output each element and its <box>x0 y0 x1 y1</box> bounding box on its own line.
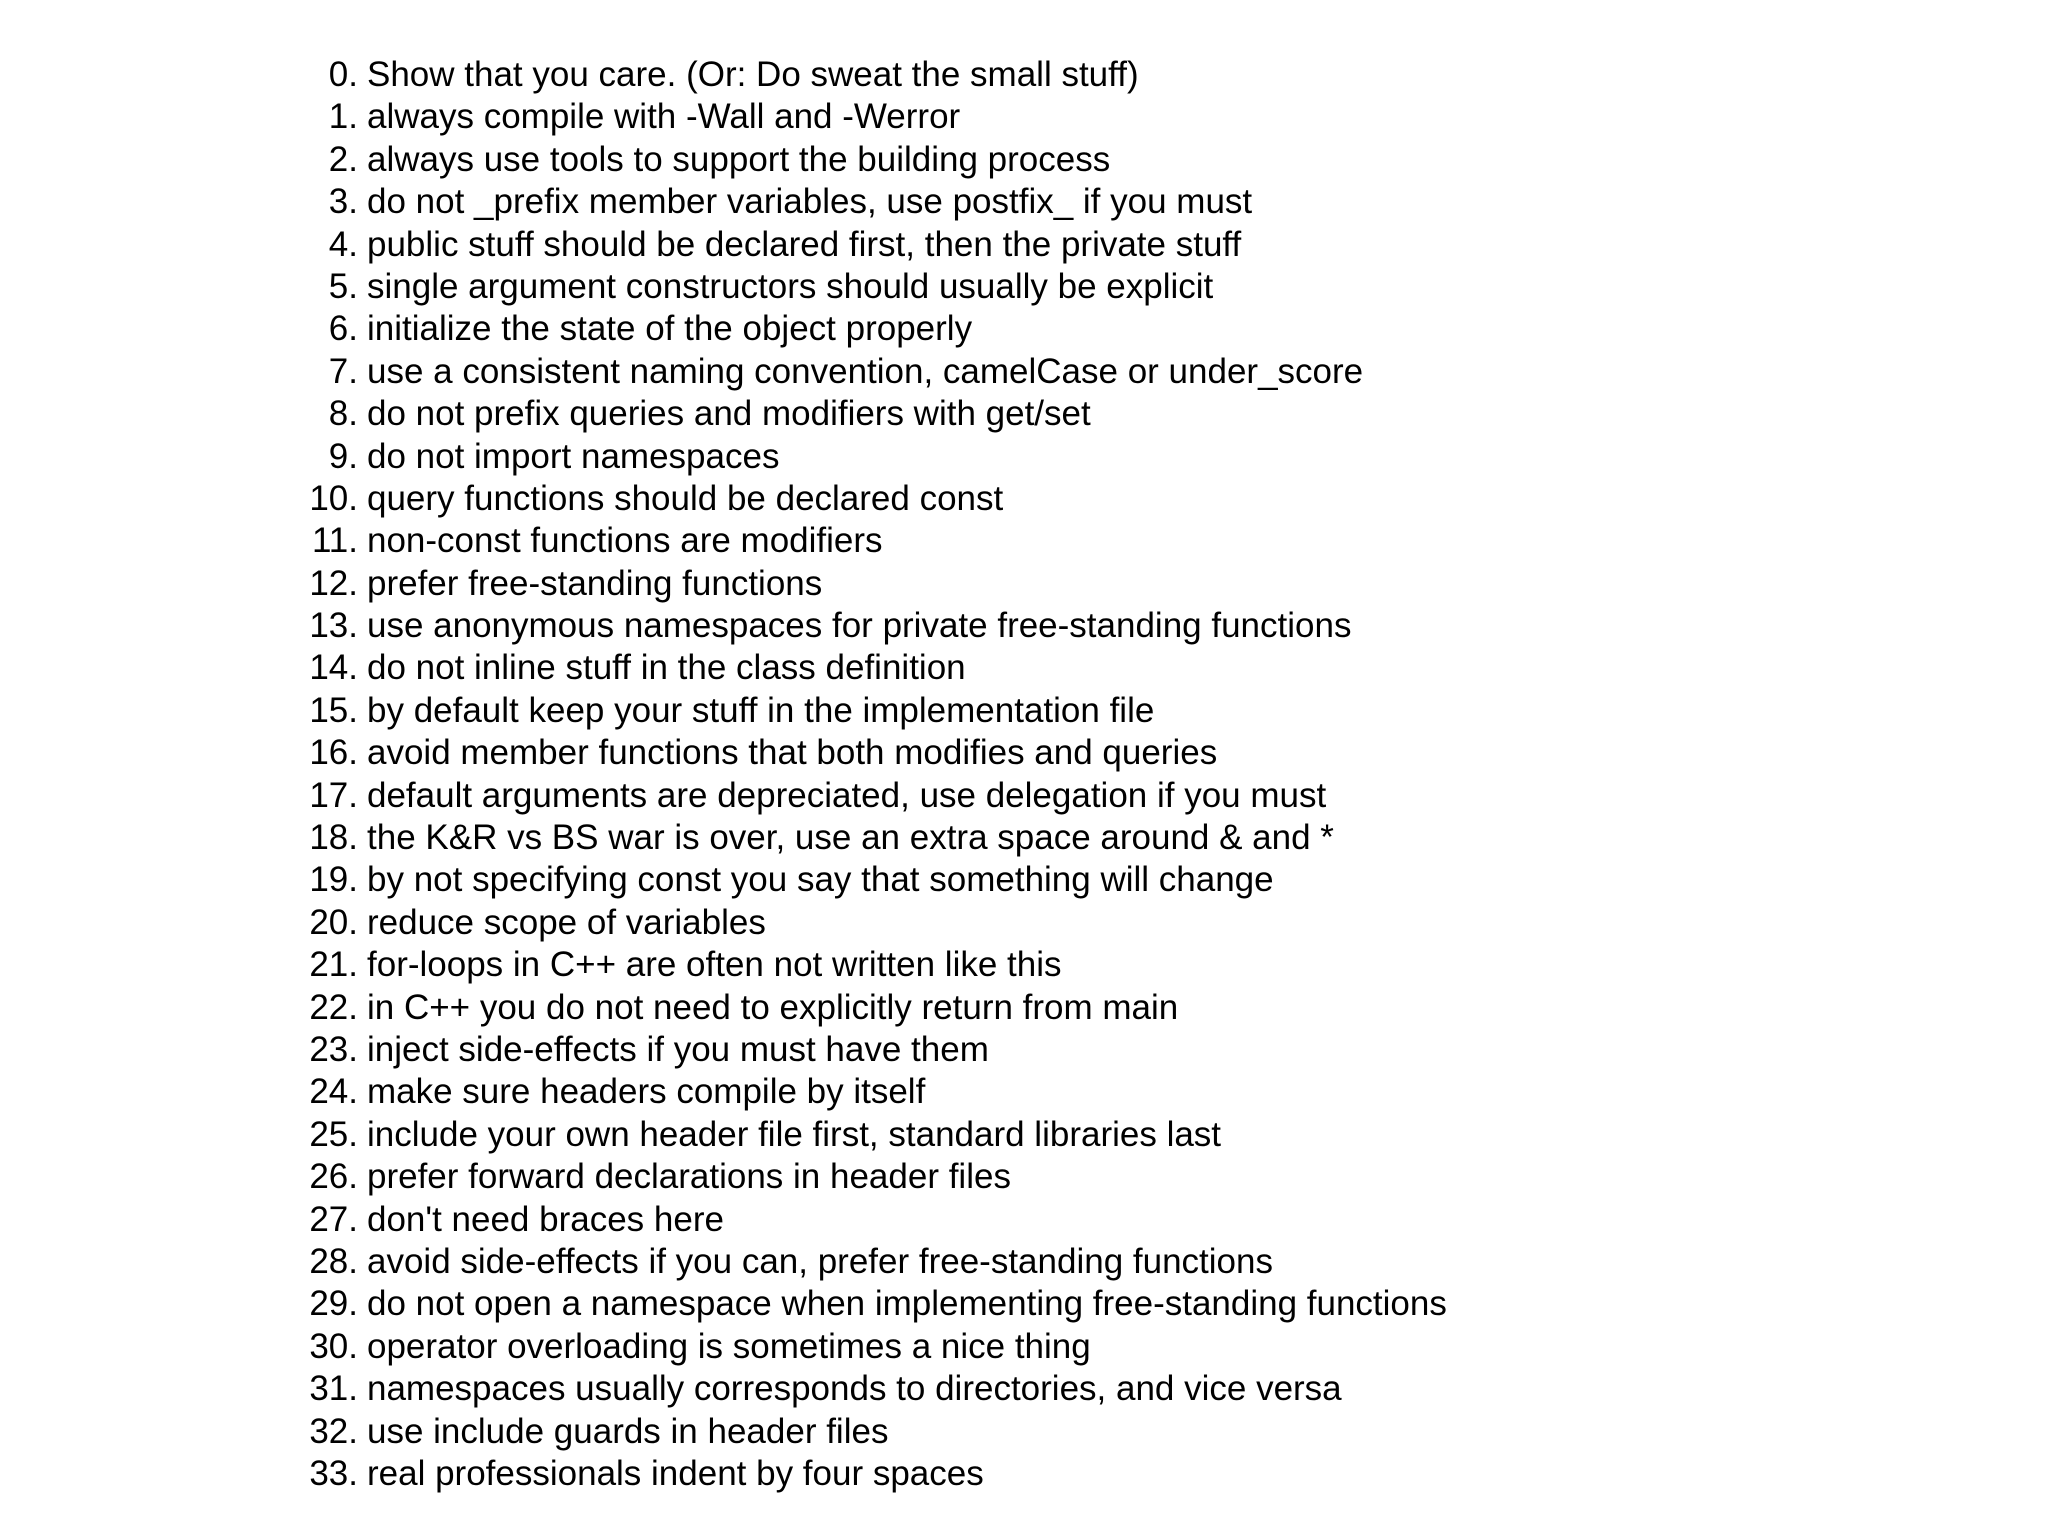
list-item-text: prefer forward declarations in header files <box>367 1157 1011 1197</box>
list-item-text: always use tools to support the building process <box>367 139 1111 179</box>
list-item <box>300 1199 1447 1241</box>
list-item-text: by not specifying const you say that something will change <box>367 860 1274 900</box>
list-item <box>300 732 1447 774</box>
list-item-text: do not prefix queries and modifiers with get/set <box>367 394 1091 434</box>
list-item <box>300 54 1447 96</box>
list-item-text: make sure headers compile by itself <box>367 1072 926 1112</box>
list-item <box>300 605 1447 647</box>
list-item-text: do not open a namespace when implementing free-standing functions <box>367 1284 1447 1324</box>
list-item-number: 25. <box>309 1114 358 1154</box>
list-item-text: by default keep your stuff in the implementation file <box>367 690 1155 730</box>
list-item <box>300 944 1447 986</box>
list-item <box>300 393 1447 435</box>
list-item-number: 9. <box>328 436 358 476</box>
list-item-text: namespaces usually corresponds to directories, and vice versa <box>367 1369 1342 1409</box>
list-item-number: 21. <box>309 945 358 985</box>
list-item-text: default arguments are depreciated, use delegation if you must <box>367 775 1327 815</box>
list-item-text: public stuff should be declared first, then the private stuff <box>367 224 1242 264</box>
list-item-text: Show that you care. (Or: Do sweat the small stuff) <box>367 55 1139 94</box>
list-item-number: 10. <box>309 478 358 518</box>
list-item-text: operator overloading is sometimes a nice thing <box>367 1326 1091 1366</box>
list-item-number: 26. <box>309 1157 358 1197</box>
list-item <box>300 181 1447 223</box>
list-item-text: query functions should be declared const <box>367 478 1004 518</box>
list-item <box>300 351 1447 393</box>
list-item <box>300 224 1447 266</box>
numbered-list <box>300 54 1447 1495</box>
list-item-number: 13. <box>309 606 358 646</box>
list-item-number: 29. <box>309 1284 358 1324</box>
list-item-number: 32. <box>309 1411 358 1451</box>
list-item-text: non-const functions are modifiers <box>367 521 883 561</box>
list-item-text: in C++ you do not need to explicitly return from main <box>367 987 1179 1027</box>
list-item-text: always compile with -Wall and -Werror <box>367 97 961 137</box>
list-item-text: use a consistent naming convention, camelCase or under_score <box>367 351 1364 391</box>
list-item-number: 4. <box>328 224 358 264</box>
list-item-number: 1. <box>328 97 358 137</box>
list-item <box>300 266 1447 308</box>
list-item-text: avoid member functions that both modifies and queries <box>367 733 1218 773</box>
list-item-number: 31. <box>309 1369 358 1409</box>
list-item-text: reduce scope of variables <box>367 902 766 942</box>
list-item-text: do not _prefix member variables, use postfix_ if you must <box>367 182 1253 222</box>
list-item-number: 20. <box>309 902 358 942</box>
list-item-number: 22. <box>309 987 358 1027</box>
list-item-text: for-loops in C++ are often not written like this <box>367 945 1062 985</box>
list-item <box>300 139 1447 181</box>
list-item <box>300 1029 1447 1071</box>
list-item <box>300 1368 1447 1410</box>
list-item <box>300 987 1447 1029</box>
list-item-text: do not import namespaces <box>367 436 780 476</box>
list-item <box>300 1071 1447 1113</box>
list-item-number: 19. <box>309 860 358 900</box>
list-item-number: 6. <box>328 309 358 349</box>
list-item <box>300 902 1447 944</box>
list-item-number: 2. <box>328 139 358 179</box>
list-item <box>300 859 1447 901</box>
list-item-number: 5. <box>328 266 358 306</box>
list-item-text: include your own header file first, standard libraries last <box>367 1114 1222 1154</box>
list-item-number: 0. <box>328 55 358 94</box>
list-item-text: do not inline stuff in the class definition <box>367 648 966 688</box>
list-item-number: 12. <box>309 563 358 603</box>
list-item-text: don't need braces here <box>367 1199 724 1239</box>
list-item <box>300 563 1447 605</box>
list-item-number: 30. <box>309 1326 358 1366</box>
list-item-number: 7. <box>328 351 358 391</box>
list-item <box>300 96 1447 138</box>
list-item <box>300 690 1447 732</box>
list-item-text: prefer free-standing functions <box>367 563 823 603</box>
list-item <box>300 1326 1447 1368</box>
list-item <box>300 1114 1447 1156</box>
list-item <box>300 1156 1447 1198</box>
list-item <box>300 308 1447 350</box>
list-item-text: initialize the state of the object properly <box>367 309 973 349</box>
list-item-text: the K&R vs BS war is over, use an extra space around & and * <box>367 818 1334 858</box>
list-item <box>300 1283 1447 1325</box>
list-item-number: 8. <box>328 394 358 434</box>
list-item <box>300 775 1447 817</box>
list-item-number: 27. <box>309 1199 358 1239</box>
list-item <box>300 817 1447 859</box>
list-item-text: single argument constructors should usually be explicit <box>367 266 1214 306</box>
list-item-number: 18. <box>309 818 358 858</box>
list-item <box>300 1241 1447 1283</box>
list-item-number: 17. <box>309 775 358 815</box>
list-item <box>300 1411 1447 1453</box>
list-item-text: inject side-effects if you must have them <box>367 1029 989 1069</box>
list-item-number: 14. <box>309 648 358 688</box>
list-item <box>300 647 1447 689</box>
list-item-number: 16. <box>309 733 358 773</box>
list-item <box>300 436 1447 478</box>
list-item-number: 28. <box>309 1241 358 1281</box>
list-item <box>300 520 1447 562</box>
list-item-text: use include guards in header files <box>367 1411 889 1451</box>
list-item-number: 23. <box>309 1029 358 1069</box>
list-item-number: 11. <box>311 521 358 561</box>
list-item-number: 15. <box>309 690 358 730</box>
list-item-text: avoid side-effects if you can, prefer free-standing functions <box>367 1241 1273 1281</box>
list-item-text: use anonymous namespaces for private free-standing functions <box>367 606 1352 646</box>
list-item-number: 24. <box>309 1072 358 1112</box>
list-item <box>300 1453 1447 1495</box>
list-item-number: 33. <box>309 1453 358 1493</box>
list-item-number: 3. <box>328 182 358 222</box>
list-item <box>300 478 1447 520</box>
list-item-text: real professionals indent by four spaces <box>367 1453 984 1493</box>
